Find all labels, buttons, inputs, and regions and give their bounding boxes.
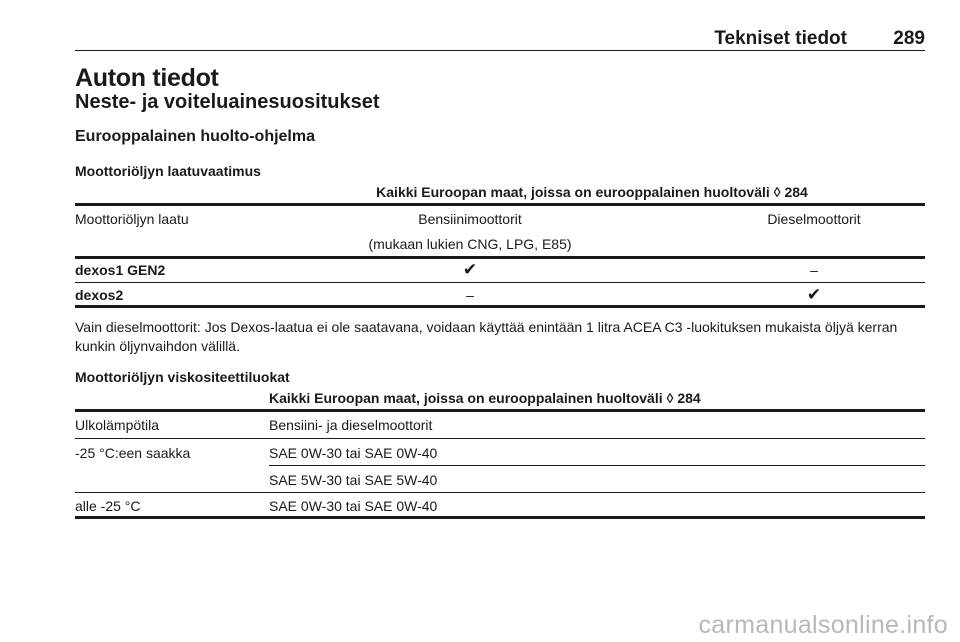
row-petrol: – bbox=[466, 287, 474, 303]
diesel-note: Vain dieselmoottorit: Jos Dexos-laatua ei ole saatavana, voidaan käyttää enintään 1 litra ACEA C3 -luokituksen mukaista öljyä kerran kunkin öljynvaihdon välillä. bbox=[75, 319, 898, 354]
viscosity-label: Moottoriöljyn viskositeettiluokat bbox=[75, 369, 290, 385]
table-rule bbox=[75, 438, 925, 439]
header-diesel: Dieselmoottorit bbox=[767, 211, 861, 227]
program-title: Eurooppalainen huolto-ohjelma bbox=[75, 128, 315, 145]
header-engines: Bensiini- ja dieselmoottorit bbox=[269, 417, 433, 433]
section-title: Auton tiedot bbox=[75, 64, 219, 92]
subsection-title: Neste- ja voiteluainesuositukset bbox=[75, 91, 380, 113]
quality-label: Moottoriöljyn laatuvaatimus bbox=[75, 163, 261, 179]
check-icon: ✔ bbox=[806, 285, 822, 304]
check-icon: ✔ bbox=[462, 260, 478, 279]
header-petrol-note: (mukaan lukien CNG, LPG, E85) bbox=[368, 236, 572, 252]
header-outside-temp: Ulkolämpötila bbox=[75, 417, 160, 433]
quality-scope: Kaikki Euroopan maat, joissa on eurooppalainen huoltoväli ◊ 284 bbox=[376, 184, 808, 200]
row-temp: -25 °C:een saakka bbox=[75, 445, 191, 461]
table-rule bbox=[75, 492, 925, 493]
table-rule bbox=[75, 516, 925, 519]
page-header bbox=[75, 28, 925, 51]
header-title: Tekniset tiedot bbox=[714, 28, 847, 49]
watermark: carmanualsonline.info bbox=[698, 611, 948, 639]
table-rule bbox=[75, 256, 925, 259]
page-number: 289 bbox=[893, 28, 925, 49]
header-petrol: Bensiinimoottorit bbox=[418, 211, 522, 227]
header-oil-quality: Moottoriöljyn laatu bbox=[75, 211, 189, 227]
table-rule bbox=[75, 282, 925, 283]
row-viscosity: SAE 0W-30 tai SAE 0W-40 bbox=[269, 498, 438, 514]
table-rule bbox=[75, 203, 925, 206]
table-rule bbox=[269, 465, 925, 466]
viscosity-scope: Kaikki Euroopan maat, joissa on eurooppalainen huoltoväli ◊ 284 bbox=[269, 390, 701, 406]
row-oil: dexos1 GEN2 bbox=[75, 262, 166, 278]
row-diesel: – bbox=[810, 262, 818, 278]
table-rule bbox=[75, 305, 925, 308]
row-temp: alle -25 °C bbox=[75, 498, 141, 514]
row-viscosity: SAE 0W-30 tai SAE 0W-40 bbox=[269, 445, 438, 461]
row-oil: dexos2 bbox=[75, 287, 124, 303]
row-viscosity: SAE 5W-30 tai SAE 5W-40 bbox=[269, 472, 438, 488]
table-rule bbox=[75, 409, 925, 412]
